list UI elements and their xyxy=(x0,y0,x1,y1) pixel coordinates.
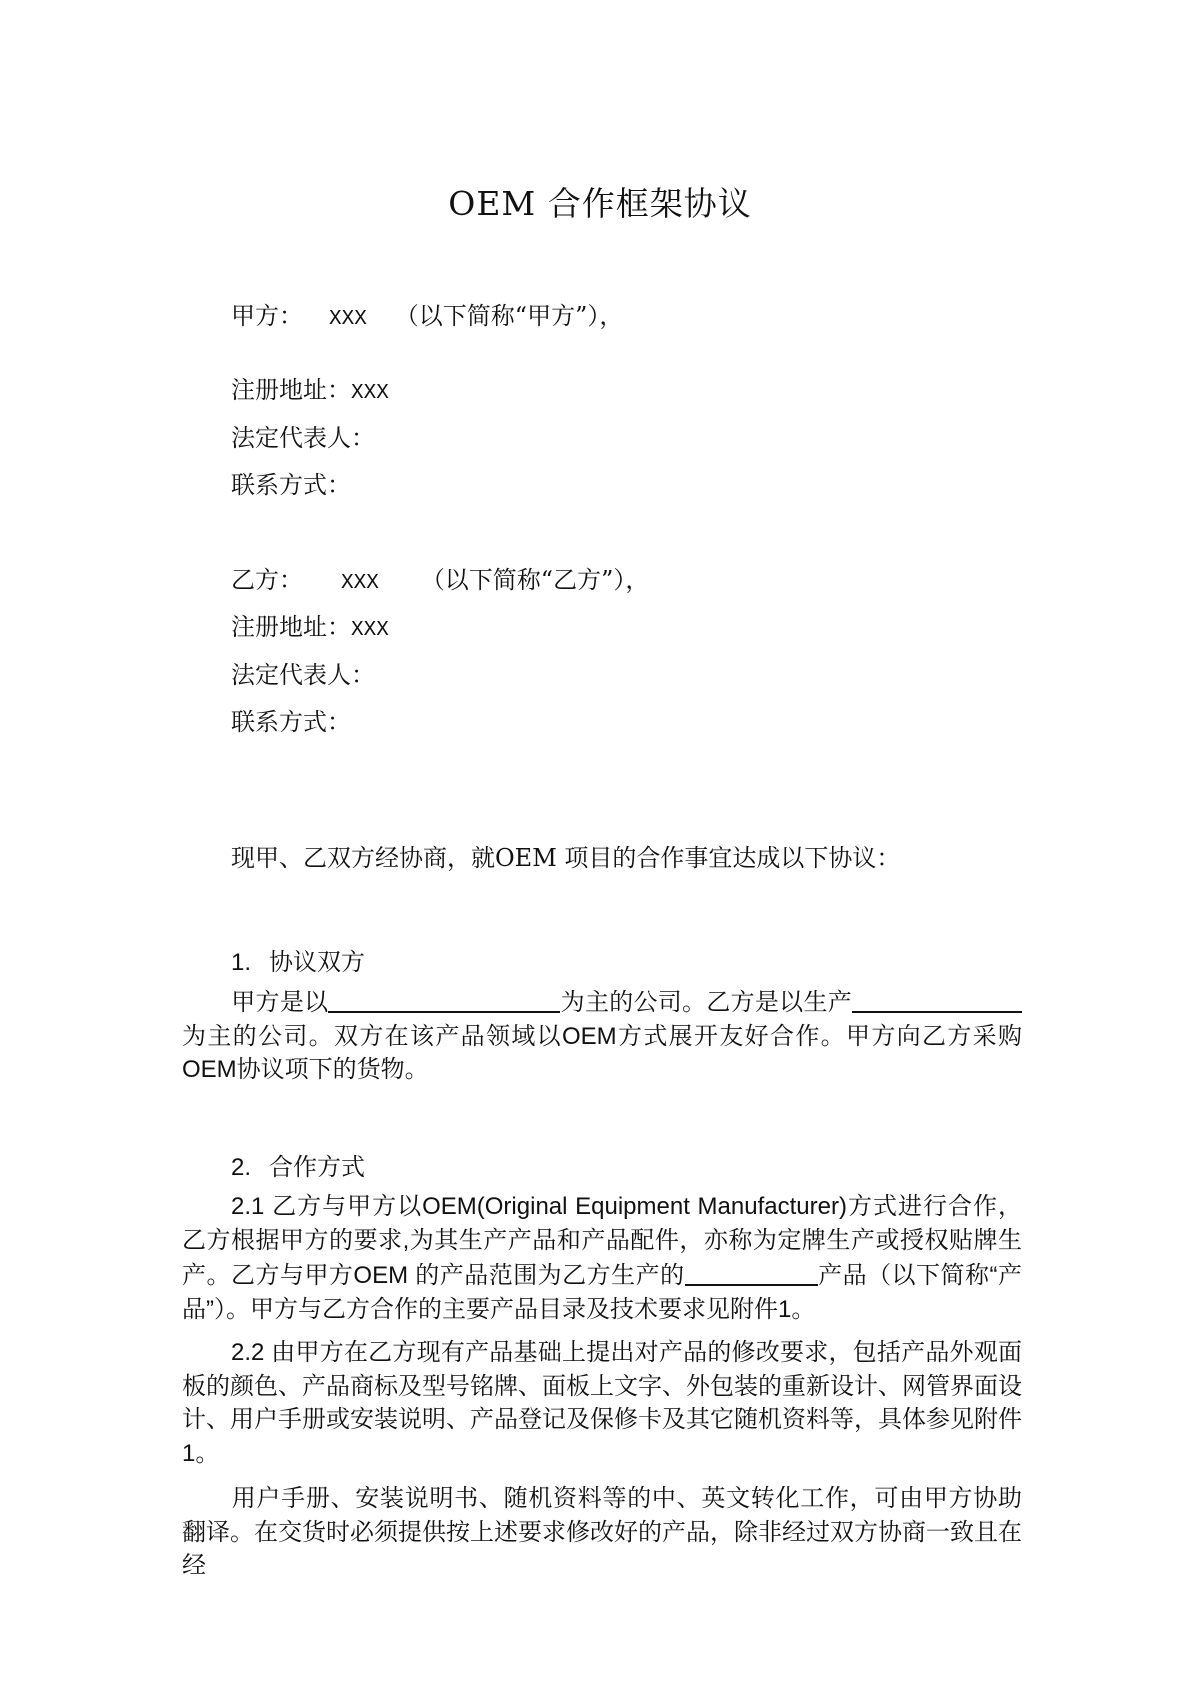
party-a-abbreviation: （以下简称“甲方”）， xyxy=(394,302,624,330)
product-blank-2 xyxy=(852,987,1022,1013)
party-b-contact: 联系方式： xyxy=(231,708,351,736)
section-1-title: 协议双方 xyxy=(269,949,365,976)
party-a-contact: 联系方式： xyxy=(231,471,351,499)
clause-2-2-text: 由甲方在乙方现有产品基础上提出对产品的修改要求，包括产品外观面板的颜色、产品商标及型号铭牌、面板上文字、外包装的重新设计、网管界面设计、用户手册或安装说明、产品登记及保修卡及其它随机资料等，具体参见附件1。 xyxy=(182,1339,1023,1467)
party-a-address-label: 注册地址： xyxy=(231,376,351,404)
party-a-legal-rep: 法定代表人： xyxy=(231,424,375,452)
party-b-name: XXX xyxy=(341,572,379,595)
party-b-address-label: 注册地址： xyxy=(231,613,351,641)
party-b-abbreviation: （以下简称“乙方”）， xyxy=(420,566,650,594)
product-range-blank xyxy=(685,1260,818,1286)
section-2-heading xyxy=(231,1147,365,1182)
party-a-label: 甲方： xyxy=(231,302,303,330)
section-1-number: 1. xyxy=(231,949,252,976)
section-1-text-1: 甲方是以 xyxy=(231,989,329,1016)
section-2-paragraph-3 xyxy=(182,1482,1022,1583)
section-2-title: 合作方式 xyxy=(269,1154,365,1181)
party-a-address: XXX xyxy=(351,382,389,405)
clause-2-2-number: 2.2 xyxy=(231,1339,265,1366)
clause-2-2 xyxy=(182,1336,1022,1470)
section-1-paragraph xyxy=(182,984,1022,1087)
product-blank-1 xyxy=(328,987,560,1013)
party-b-address: XXX xyxy=(351,619,389,642)
party-b-line xyxy=(231,560,649,595)
party-b-address-line xyxy=(231,607,389,642)
party-b-legal-rep: 法定代表人： xyxy=(231,661,375,689)
clause-2-1 xyxy=(182,1190,1022,1326)
party-b-label: 乙方： xyxy=(231,566,303,594)
clause-2-1-number: 2.1 xyxy=(231,1193,265,1220)
agreement-intro: 现甲、乙双方经协商，就OEM 项目的合作事宜达成以下协议： xyxy=(231,844,901,872)
section-2-number: 2. xyxy=(231,1154,252,1181)
section-1-heading xyxy=(231,942,365,977)
section-1-text-3: 为主的公司。双方在该产品领域以OEM方式展开友好合作。甲方向乙方采购OEM协议项下的货物。 xyxy=(182,1022,1022,1083)
party-a-address-line xyxy=(231,370,389,405)
party-a-line xyxy=(231,296,623,331)
clause-2-1-text-2: 产品（以下简称“产品”）。甲方与乙方合作的主要产品目录及技术要求见附件1。 xyxy=(182,1262,1022,1323)
party-a-name: XXX xyxy=(329,308,367,331)
section-2-paragraph-3-text: 用户手册、安装说明书、随机资料等的中、英文转化工作，可由甲方协助翻译。在交货时必须提供按上述要求修改好的产品，除非经过双方协商一致且在经 xyxy=(182,1485,1022,1579)
section-1-text-2: 为主的公司。乙方是以生产 xyxy=(560,989,853,1016)
document-title: OEM 合作框架协议 xyxy=(448,184,752,223)
clause-2-1-text-1: 乙方与甲方以OEM(Original Equipment Manufacturer)方式进行合作，乙方根据甲方的要求,为其生产产品和产品配件，亦称为定牌生产或授权贴牌生产。乙方与甲方OEM 的产品范围为乙方生产的 xyxy=(182,1193,1023,1289)
